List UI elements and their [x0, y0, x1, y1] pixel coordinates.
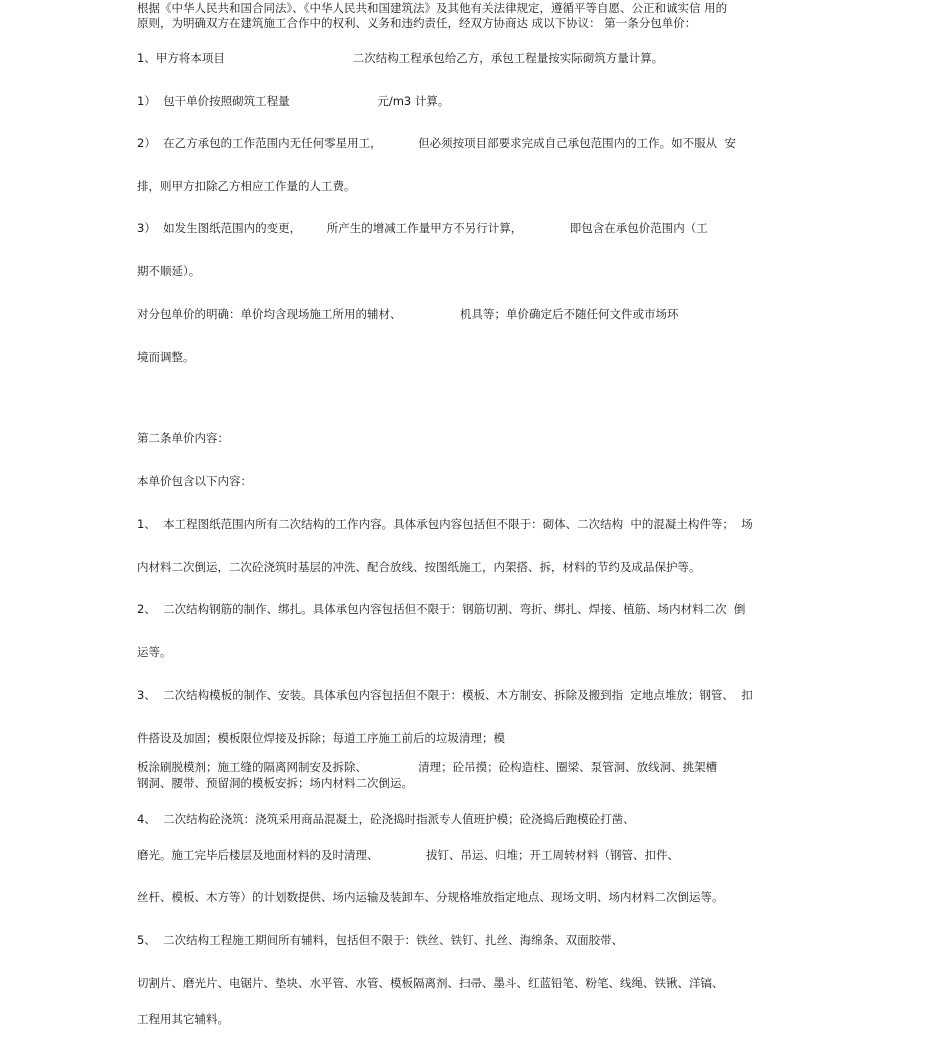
clause-1-1-1: 1） 包干单价按照砌筑工程量 元/m3 计算。 [137, 94, 450, 108]
clause-2-2-line-2: 运等。 [137, 645, 172, 659]
clause-1-1-3-line-1: 3） 如发生图纸范围内的变更， 所产生的增减工作量甲方不另行计算， 即包含在承包价范围内（工 [137, 221, 708, 235]
clause-2-5-line-1: 5、 二次结构工程施工期间所有辅料，包括但不限于：铁丝、铁钉、扎丝、海绵条、双面胶带、 [137, 933, 624, 947]
clause-2-2-line-1: 2、 二次结构钢筋的制作、绑扎。具体承包内容包括但不限于：钢筋切割、弯折、绑扎、焊接、植筋、场内材料二次 倒 [137, 602, 746, 616]
clause-2-1-line-2: 内材料二次倒运，二次砼浇筑时基层的冲洗、配合放线、按图纸施工，内架搭、拆，材料的节约及成品保护等。 [137, 560, 701, 574]
clause-1-1-3-line-2: 期不顺延）。 [137, 264, 201, 278]
clause-2-3-line-4: 钢洞、腰带、预留洞的模板安拆；场内材料二次倒运。 [137, 776, 413, 790]
clause-2-5-line-2: 切割片、磨光片、电锯片、垫块、水平管、水管、模板隔离剂、扫帚、墨斗、红蓝铅笔、粉笔、线绳、铁锹、洋镐、 [137, 976, 724, 990]
clause-2-5-line-3: 工程用其它辅料。 [137, 1012, 229, 1026]
price-note-line-2: 境而调整。 [137, 350, 195, 364]
section-2-intro: 本单价包含以下内容： [137, 474, 252, 488]
clause-1-1-2-line-1: 2） 在乙方承包的工作范围内无任何零星用工， 但必须按项目部要求完成自己承包范围内的工作。如不服从 安 [137, 136, 736, 150]
para-intro-line-2: 原则，为明确双方在建筑施工合作中的权利、义务和违约责任，经双方协商达 成以下协议： 第一条分包单价： [137, 16, 697, 30]
section-2-heading: 第二条单价内容： [137, 431, 229, 445]
clause-2-3-line-2: 件搭设及加固；模板限位焊接及拆除；每道工序施工前后的垃圾清理；模 [137, 731, 505, 745]
clause-2-4-line-1: 4、 二次结构砼浇筑：浇筑采用商品混凝土，砼浇捣时指派专人值班护模；砼浇捣后跑模砼打凿、 [137, 812, 635, 826]
clause-1-1-2-line-2: 排，则甲方扣除乙方相应工作量的人工费。 [137, 179, 356, 193]
price-note-line-1: 对分包单价的明确：单价均含现场施工所用的辅材、 机具等；单价确定后不随任何文件或市场环 [137, 307, 679, 321]
clause-2-3-line-1: 3、 二次结构模板的制作、安装。具体承包内容包括但不限于：模板、木方制安、拆除及搬到指 定地点堆放；钢管、 扣 [137, 688, 753, 702]
clause-2-4-line-2: 磨光。施工完毕后楼层及地面材料的及时清理、 拔钉、吊运、归堆；开工周转材料（钢管、扣件、 [137, 848, 680, 862]
clause-2-1-line-1: 1、 本工程图纸范围内所有二次结构的工作内容。具体承包内容包括但不限于：砌体、二次结构 中的混凝土构件等； 场 [137, 517, 753, 531]
clause-1-1: 1、甲方将本项目 二次结构工程承包给乙方，承包工程量按实际砌筑方量计算。 [137, 51, 664, 65]
clause-2-3-line-3: 板涂刷脱模剂；施工缝的隔离网制安及拆除、 清理；砼吊摸；砼构造柱、圈梁、泵管洞、放线洞、挑架槽 [137, 760, 718, 774]
clause-2-4-line-3: 丝杆、模板、木方等）的计划数提供、场内运输及装卸车、分规格堆放指定地点、现场文明、场内材料二次倒运等。 [137, 890, 724, 904]
para-intro-line-1: 根据《中华人民共和国合同法》、《中华人民共和国建筑法》及其他有关法律规定，遵循平等自愿、公正和诚实信 用的 [137, 1, 728, 15]
